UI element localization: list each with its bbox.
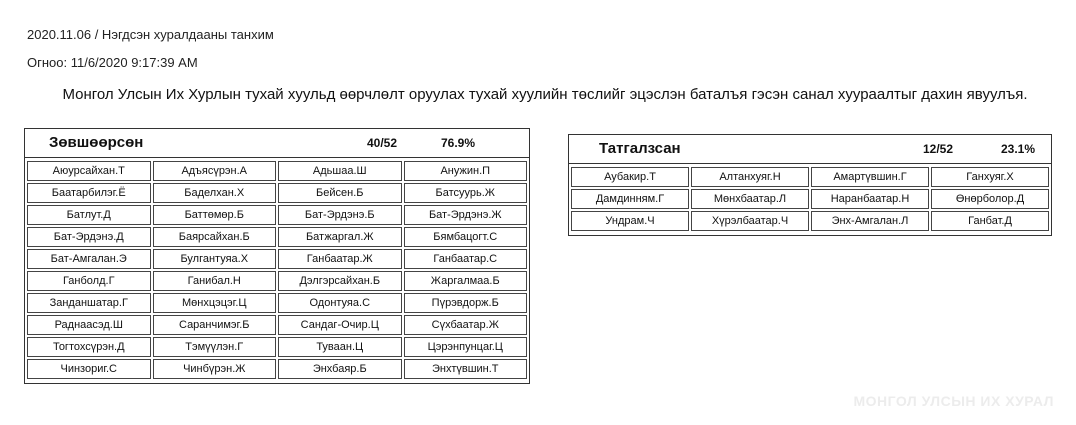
approve-member-name: Баатарбилэг.Ё	[27, 183, 151, 203]
approve-member-name: Ганбаатар.Ж	[278, 249, 402, 269]
approve-member-name: Адьшаа.Ш	[278, 161, 402, 181]
reject-member-name: Амартүвшин.Г	[811, 167, 929, 187]
approve-row	[26, 336, 528, 358]
approve-member-name: Ганбаатар.С	[404, 249, 528, 269]
approve-member-name: Пүрэвдорж.Б	[404, 293, 528, 313]
reject-title: Татгалзсан	[599, 140, 681, 157]
approve-count: 40/52	[367, 136, 398, 150]
reject-member-name: Ганбат.Д	[931, 211, 1049, 231]
approve-member-name: Раднаасэд.Ш	[27, 315, 151, 335]
approve-row	[26, 314, 528, 336]
approve-member-name: Чинзориг.С	[27, 359, 151, 379]
approve-member-name: Булгантуяа.Х	[153, 249, 277, 269]
watermark-text: МОНГОЛ УЛСЫН ИХ ХУРАЛ	[853, 393, 1054, 409]
approve-member-name: Бат-Эрдэнэ.Ж	[404, 205, 528, 225]
approve-row	[26, 204, 528, 226]
approve-member-name: Тогтохсүрэн.Д	[27, 337, 151, 357]
approve-member-name: Баттөмөр.Б	[153, 205, 277, 225]
approve-member-name: Туваан.Ц	[278, 337, 402, 357]
approve-member-name: Бат-Эрдэнэ.Б	[278, 205, 402, 225]
approve-member-name: Анужин.П	[404, 161, 528, 181]
approve-row	[26, 226, 528, 248]
reject-member-name: Өнөрболор.Д	[931, 189, 1049, 209]
approve-row	[26, 292, 528, 314]
approve-member-name: Сандаг-Очир.Ц	[278, 315, 402, 335]
approve-title: Зөвшөөрсөн	[49, 134, 144, 151]
approve-member-name: Бямбацогт.С	[404, 227, 528, 247]
approve-member-name: Адъясүрэн.А	[153, 161, 277, 181]
approve-member-name: Батжаргал.Ж	[278, 227, 402, 247]
reject-member-name: Дамдинням.Г	[571, 189, 689, 209]
approve-member-name: Чинбүрэн.Ж	[153, 359, 277, 379]
approve-row	[26, 270, 528, 292]
approve-member-name: Баярсайхан.Б	[153, 227, 277, 247]
approve-member-name: Бат-Эрдэнэ.Д	[27, 227, 151, 247]
approve-member-name: Цэрэнпунцаг.Ц	[404, 337, 528, 357]
reject-member-name: Мөнхбаатар.Л	[691, 189, 809, 209]
approve-member-name: Батсуурь.Ж	[404, 183, 528, 203]
reject-row	[570, 188, 1050, 210]
approve-member-name: Жаргалмаа.Б	[404, 271, 528, 291]
approve-percent: 76.9%	[441, 136, 476, 150]
approve-member-name: Сүхбаатар.Ж	[404, 315, 528, 335]
approve-member-name: Занданшатар.Г	[27, 293, 151, 313]
reject-row	[570, 210, 1050, 232]
motion-title: Монгол Улсын Их Хурлын тухай хуульд өөрчлөлт оруулах тухай хуулийн төслийг эцэслэн баталъя гэсэн санал хуураалтыг дахин явуулъя.	[62, 86, 1028, 103]
reject-row	[570, 166, 1050, 188]
reject-name-grid	[569, 164, 1051, 235]
approve-member-name: Энхтүвшин.Т	[404, 359, 528, 379]
reject-percent: 23.1%	[1001, 142, 1036, 156]
reject-member-name: Наранбаатар.Н	[811, 189, 929, 209]
approve-member-name: Ганибал.Н	[153, 271, 277, 291]
approve-member-name: Батлут.Д	[27, 205, 151, 225]
approve-member-name: Аюурсайхан.Т	[27, 161, 151, 181]
reject-count: 12/52	[923, 142, 954, 156]
approve-panel	[24, 128, 530, 384]
approve-member-name: Бат-Амгалан.Э	[27, 249, 151, 269]
reject-member-name: Алтанхуяг.Н	[691, 167, 809, 187]
reject-member-name: Энх-Амгалан.Л	[811, 211, 929, 231]
approve-member-name: Ганболд.Г	[27, 271, 151, 291]
approve-row	[26, 182, 528, 204]
approve-row	[26, 248, 528, 270]
approve-member-name: Энхбаяр.Б	[278, 359, 402, 379]
approve-member-name: Дэлгэрсайхан.Б	[278, 271, 402, 291]
session-time: Огноо: 11/6/2020 9:17:39 AM	[27, 55, 198, 70]
session-date-location: 2020.11.06 / Нэгдсэн хуралдааны танхим	[27, 27, 274, 42]
reject-panel	[568, 134, 1052, 236]
approve-name-grid	[25, 158, 529, 383]
reject-member-name: Хүрэлбаатар.Ч	[691, 211, 809, 231]
reject-member-name: Ундрам.Ч	[571, 211, 689, 231]
approve-header	[25, 129, 529, 158]
approve-row	[26, 358, 528, 380]
approve-member-name: Баделхан.Х	[153, 183, 277, 203]
approve-member-name: Мөнхцэцэг.Ц	[153, 293, 277, 313]
reject-member-name: Аубакир.Т	[571, 167, 689, 187]
approve-member-name: Бейсен.Б	[278, 183, 402, 203]
reject-member-name: Ганхуяг.Х	[931, 167, 1049, 187]
approve-member-name: Одонтуяа.С	[278, 293, 402, 313]
approve-row	[26, 160, 528, 182]
reject-header	[569, 135, 1051, 164]
approve-member-name: Саранчимэг.Б	[153, 315, 277, 335]
approve-member-name: Тэмүүлэн.Г	[153, 337, 277, 357]
